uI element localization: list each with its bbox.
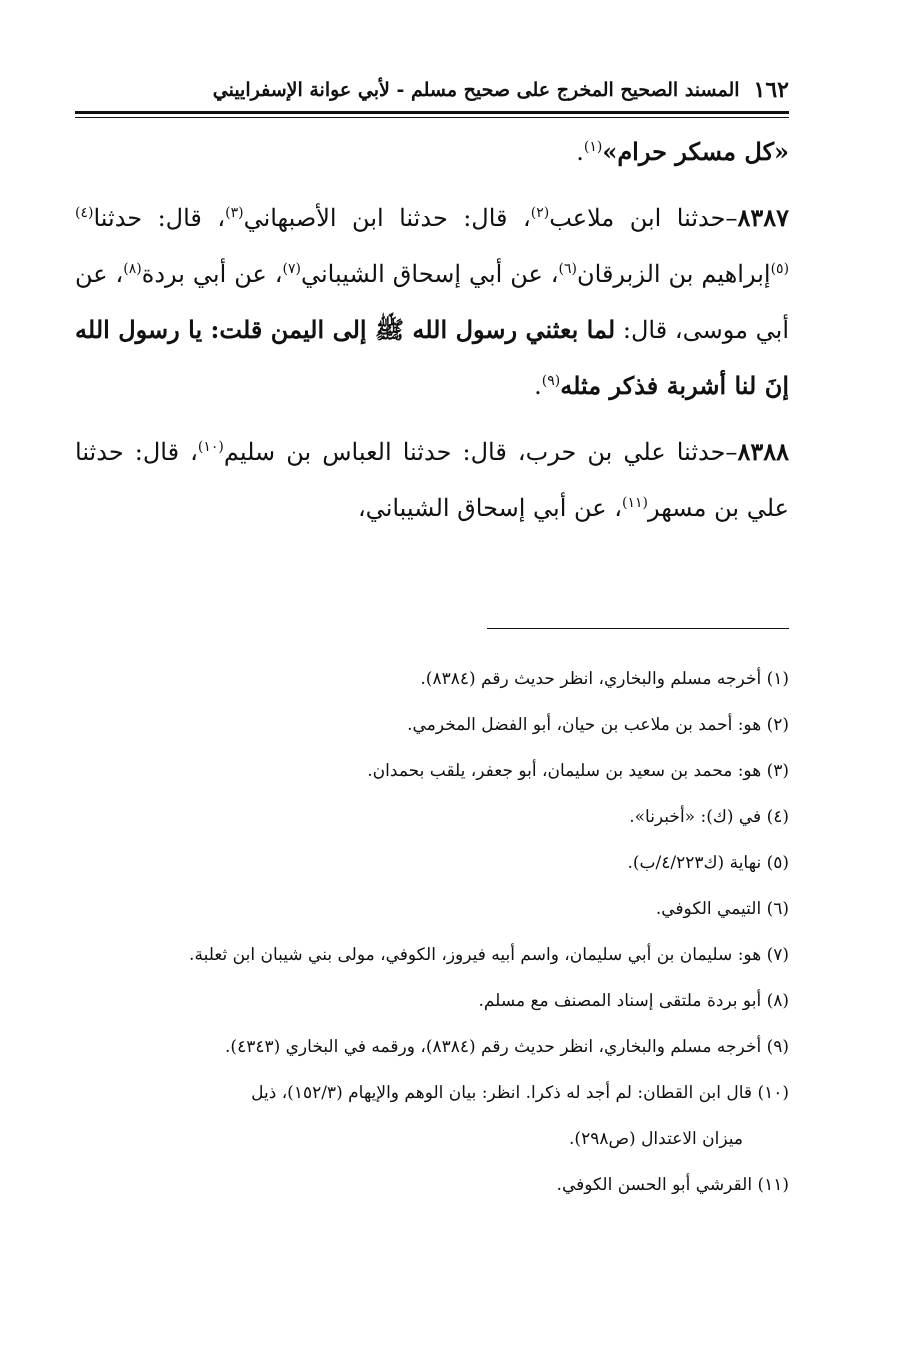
- isnad-text: –حدثنا ابن ملاعب: [549, 204, 738, 232]
- footnotes: [75, 656, 789, 1208]
- hadith-number: ٨٣٨٨: [737, 437, 789, 466]
- isnad-text: –حدثنا علي بن حرب، قال: حدثنا العباس بن سليم: [223, 438, 738, 466]
- main-text: [75, 124, 789, 546]
- isnad-text: ، عن أبي بردة: [141, 260, 283, 288]
- isnad-text: ، عن أبي موسى، قال:: [75, 260, 789, 344]
- footnote-ref-11: (١١): [621, 495, 648, 511]
- paragraph-0-end: .: [576, 138, 584, 166]
- footnote-6: (٦) التيمي الكوفي.: [655, 899, 789, 919]
- paragraph-end: .: [534, 372, 542, 400]
- hadith-quote: «كل مسكر حرام»: [602, 137, 789, 166]
- footnote-ref-9: (٩): [541, 373, 561, 389]
- isnad-text: ، قال: حدثنا علي بن مسهر: [75, 438, 789, 522]
- footnote-ref-8: (٨): [123, 261, 142, 277]
- footnote-5: (٥) نهاية (ك٤/٢٢٣/ب).: [627, 853, 789, 873]
- isnad-text: ، قال: حدثنا: [93, 204, 226, 232]
- footnote-3: (٣) هو: محمد بن سعيد بن سليمان، أبو جعفر، يلقب بحمدان.: [367, 761, 789, 781]
- footnote-separator: [487, 628, 789, 629]
- footnote-8: (٨) أبو بردة ملتقى إسناد المصنف مع مسلم.: [478, 991, 789, 1011]
- hadith-number: ٨٣٨٧: [737, 203, 790, 232]
- footnote-ref-7: (٧): [282, 261, 301, 277]
- footnote-ref-1: (١): [583, 139, 603, 155]
- footnote-ref-4: (٤): [75, 205, 94, 221]
- footnote-9: (٩) أخرجه مسلم والبخاري، انظر حديث رقم (٨٣٨٤)، ورقمه في البخاري (٤٣٤٣).: [225, 1037, 789, 1057]
- footnote-11: (١١) القرشي أبو الحسن الكوفي.: [556, 1175, 789, 1195]
- paragraph-0: [75, 124, 789, 180]
- header-rule-thick: [75, 111, 789, 114]
- footnote-10-continued: ميزان الاعتدال (ص٢٩٨).: [569, 1129, 743, 1149]
- page-number: ١٦٢: [753, 77, 789, 103]
- isnad-text: ، عن أبي إسحاق الشيباني: [300, 260, 559, 288]
- hadith-8388: [75, 424, 789, 536]
- footnote-2: (٢) هو: أحمد بن ملاعب بن حيان، أبو الفضل المخرمي.: [407, 715, 789, 735]
- page-header: [75, 76, 789, 104]
- isnad-text: ، عن أبي إسحاق الشيباني،: [357, 494, 622, 522]
- footnote-ref-5: (٥): [770, 261, 790, 277]
- footnote-10: (١٠) قال ابن القطان: لم أجد له ذكرا. انظر: بيان الوهم والإيهام (١٥٢/٣)، ذيل: [251, 1083, 789, 1103]
- isnad-text: ، قال: حدثنا ابن الأصبهاني: [243, 204, 531, 232]
- isnad-text: إبراهيم بن الزبرقان: [577, 260, 771, 288]
- footnote-ref-2: (٢): [530, 205, 550, 221]
- running-title: المسند الصحيح المخرج على صحيح مسلم - لأبي عوانة الإسفراييني: [212, 79, 740, 101]
- footnote-ref-6: (٦): [558, 261, 578, 277]
- footnote-ref-3: (٣): [225, 205, 244, 221]
- header-rule-thin: [75, 117, 789, 118]
- matn-text: لما بعثني رسول الله ﷺ إلى اليمن قلت: يا رسول الله إنَ لنا أشربة فذكر مثله: [75, 315, 789, 400]
- footnote-7: (٧) هو: سليمان بن أبي سليمان، واسم أبيه فيروز، الكوفي، مولى بني شيبان ابن ثعلبة.: [189, 945, 789, 965]
- footnote-4: (٤) في (ك): «أخبرنا».: [629, 807, 789, 827]
- hadith-8387: [75, 190, 789, 414]
- footnote-1: (١) أخرجه مسلم والبخاري، انظر حديث رقم (٨٣٨٤).: [420, 669, 789, 689]
- footnote-ref-10: (١٠): [197, 439, 224, 455]
